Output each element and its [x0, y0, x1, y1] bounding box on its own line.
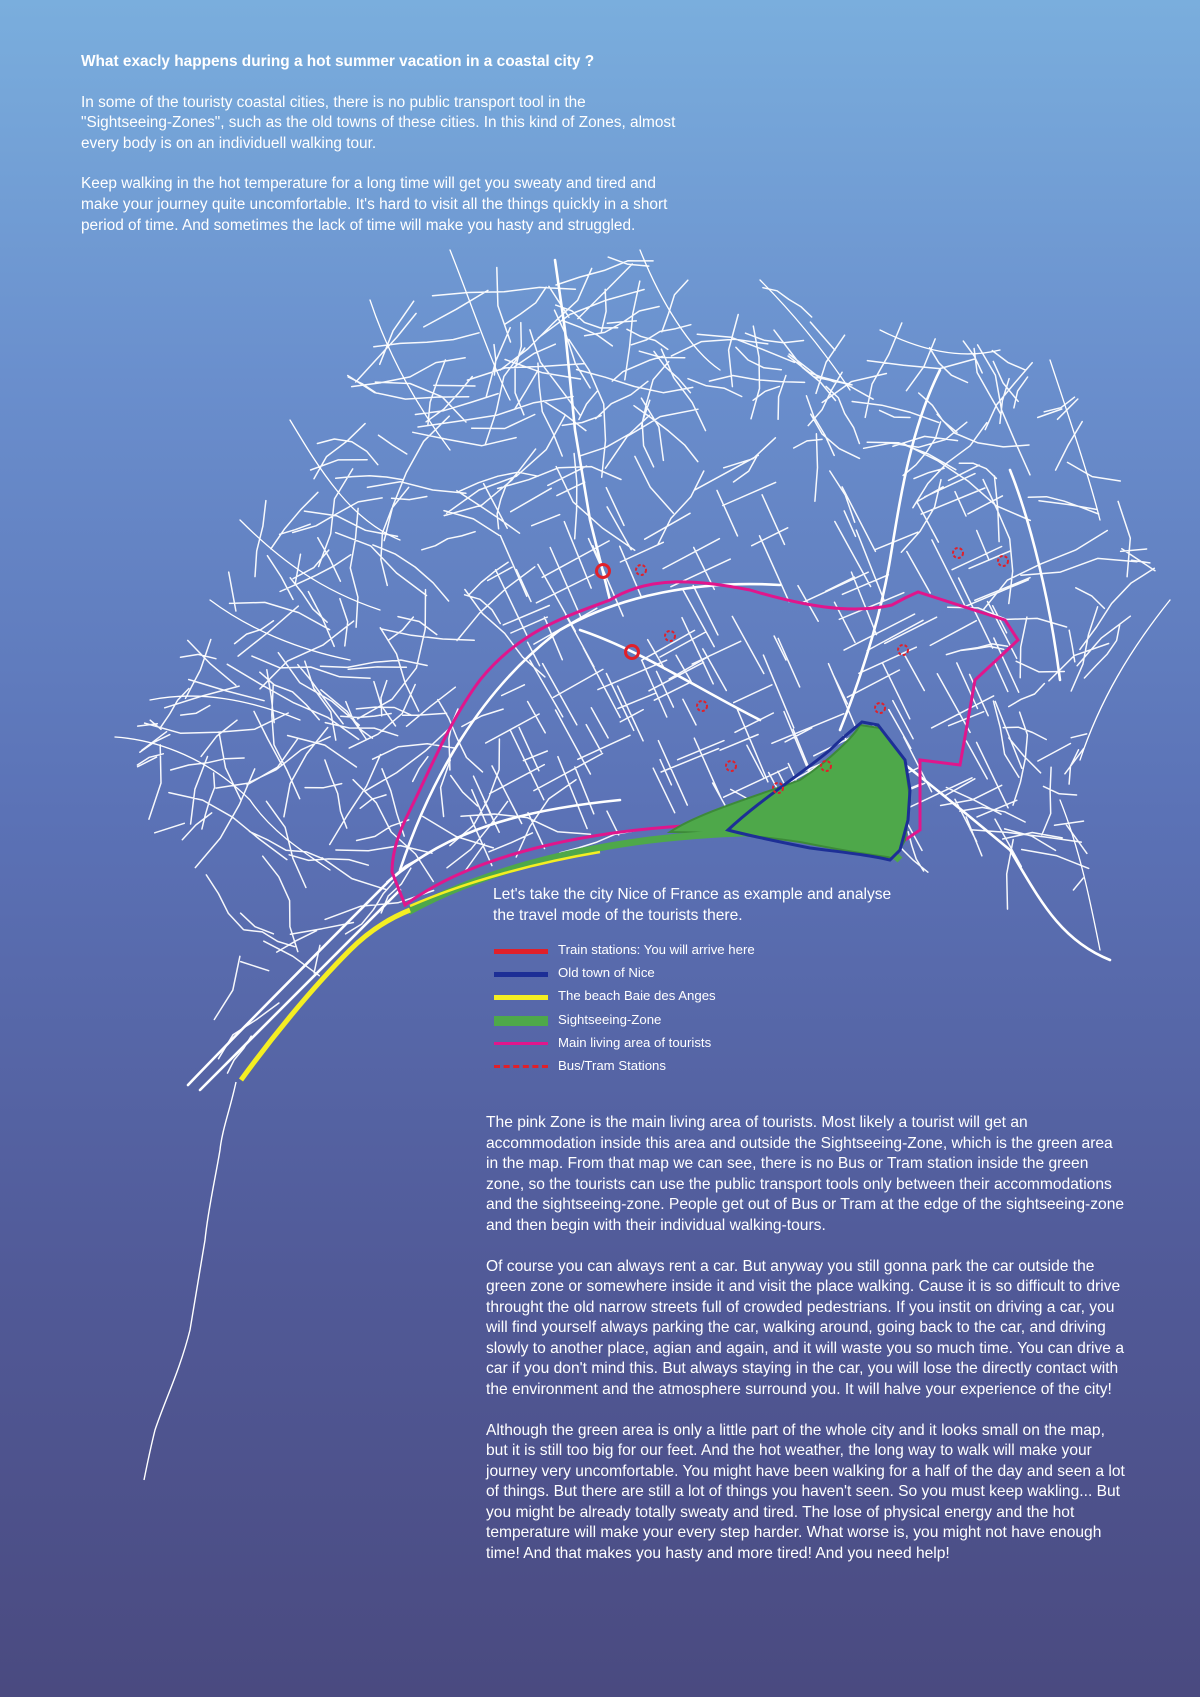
bus-tram-station-icon: [726, 761, 736, 771]
legend-swatch-living-area: [494, 1042, 548, 1045]
bus-tram-station-icon: [697, 701, 707, 711]
legend-swatch-old-town: [494, 972, 548, 977]
map-caption: Let's take the city Nice of France as example and analyse the travel mode of the tourists there.: [493, 886, 892, 924]
legend-label: Old town of Nice: [558, 965, 655, 981]
legend-label: Train stations: You will arrive here: [558, 942, 755, 957]
beach-baie-des-anges: [241, 910, 410, 1080]
legend-swatch-bus-tram: [494, 1065, 548, 1068]
analysis-paragraph: The pink Zone is the main living area of tourists. Most likely a tourist will get an accommodation inside this area and outside the Sightseeing-Zone, which is the green area in the map. From that map we can see, there is no Bus or Tram station inside the green zone, so the tourists can use the public transport tools only between their accommodations and the sightseeing-zone. People get out of Bus or Tram at the edge of the sightseeing-zone and then begin with their individual walking-tours.: [486, 1114, 1125, 1234]
legend-label: Main living area of tourists: [558, 1034, 712, 1050]
legend-swatch-train: [494, 949, 548, 954]
legend-label: Sightseeing-Zone: [558, 1011, 662, 1027]
bus-tram-station-icon: [665, 631, 675, 641]
bus-tram-station-icon: [998, 556, 1008, 566]
analysis-paragraph: Of course you can always rent a car. But anyway you still gonna park the car outside the green zone or somewhere inside it and visit the place walking. Cause it is so difficult to drive throught the old narrow streets full of crowded pedestrians. If you instit on driving a car, you will find yourself always parking the car, walking around, going back to the car, and driving slowly to another place, agian and again, and it will waste you so much time. You can drive a car if you don't mind this. But always staying in the car, you will lose the directly contact with the environment and the atmosphere surround you. It will halve your experience of the city!: [486, 1257, 1124, 1398]
intro-heading: What exacly happens during a hot summer vacation in a coastal city ?: [81, 53, 595, 70]
analysis-paragraph: Although the green area is only a little part of the whole city and it looks small on the map, but it is still too big for our feet. And the hot weather, the long way to walk will make your journey very uncomfortable. You might have been walking for a half of the day and seen a lot of things. But there are still a lot of things you haven't seen. So you must keep wakling... But you might be already totally sweaty and tired. The lose of physical energy and the hot temperature will make your every step harder. What worse is, you might not have enough time! And that makes you hasty and more tired! And you need help!: [486, 1421, 1125, 1562]
bus-tram-station-icon: [875, 703, 885, 713]
intro-paragraph: In some of the touristy coastal cities, there is no public transport tool in the "Sightseeing-Zones", such as the old towns of these cities. In this kind of Zones, almost every body is on an individuell walking tour.: [81, 93, 676, 152]
legend-swatch-beach: [494, 995, 548, 1000]
legend-swatch-sightseeing: [494, 1016, 548, 1026]
legend-label: Bus/Tram Stations: [558, 1057, 666, 1073]
coastal-trail: [144, 1082, 236, 1480]
bus-tram-station-icon: [636, 565, 646, 575]
legend-label: The beach Baie des Anges: [558, 988, 716, 1004]
analysis-text: [486, 1113, 1126, 1585]
intro-paragraph: Keep walking in the hot temperature for a long time will get you sweaty and tired and make your journey quite uncomfortable. It's hard to visit all the things quickly in a short period of time. And sometimes the lack of time will make you hasty and struggled.: [81, 175, 668, 234]
bus-tram-station-icon: [953, 548, 963, 558]
